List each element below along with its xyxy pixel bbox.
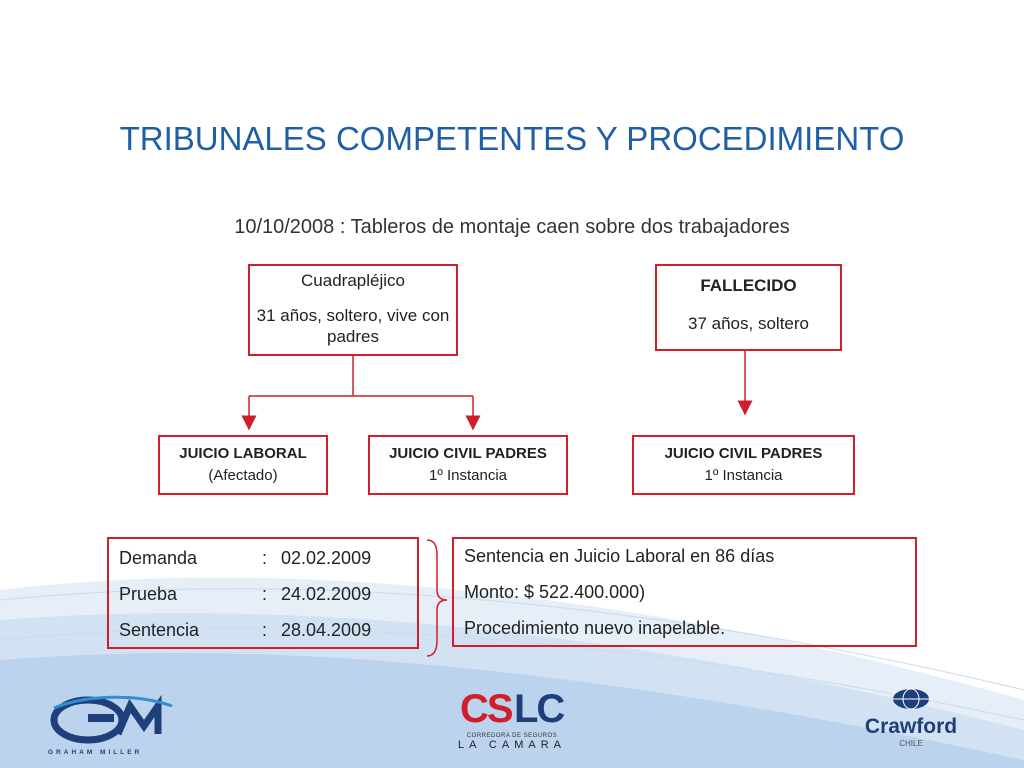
victim2-details: 37 años, soltero — [688, 314, 809, 333]
victim1-box — [248, 264, 458, 356]
case-title: JUICIO LABORAL — [179, 445, 307, 462]
graham-miller-name: GRAHAM MILLER — [48, 749, 143, 756]
timeline-date: 02.02.2009 — [281, 548, 372, 568]
outcome-line: Sentencia en Juicio Laboral en 86 días — [464, 546, 775, 566]
case-detail: 1º Instancia — [704, 467, 783, 484]
victim2-condition: FALLECIDO — [700, 276, 797, 295]
svg-text:LC: LC — [514, 687, 564, 728]
slide-title: TRIBUNALES COMPETENTES Y PROCEDIMIENTO — [119, 120, 905, 157]
timeline-separator: : — [262, 548, 268, 568]
cslc-name: LA CAMARA — [458, 739, 566, 751]
timeline-box — [107, 537, 419, 649]
timeline-label: Sentencia — [119, 620, 200, 640]
cslc-logo — [458, 686, 566, 754]
case-title: JUICIO CIVIL PADRES — [664, 445, 823, 462]
case-box-civil-2 — [632, 435, 855, 495]
outcome-line: Procedimiento nuevo inapelable. — [464, 618, 726, 638]
timeline-date: 24.02.2009 — [281, 584, 372, 604]
case-box-labor — [158, 435, 328, 495]
timeline-label: Demanda — [119, 548, 198, 568]
globe-icon — [891, 688, 931, 710]
timeline-date: 28.04.2009 — [281, 620, 372, 640]
case-title: JUICIO CIVIL PADRES — [389, 445, 547, 462]
cslc-mark-icon — [458, 686, 566, 728]
crawford-country: CHILE — [899, 739, 923, 748]
case-detail: 1º Instancia — [428, 467, 508, 484]
victim2-box — [655, 264, 842, 351]
timeline-separator: : — [262, 620, 268, 640]
crawford-logo — [848, 688, 974, 754]
cslc-subtitle: CORREDORA DE SEGUROS — [466, 733, 558, 739]
victim1-condition: Cuadrapléjico — [301, 271, 405, 290]
case-box-civil-1 — [368, 435, 568, 495]
graham-miller-mark-icon — [48, 694, 178, 744]
timeline-separator: : — [262, 584, 268, 604]
graham-miller-logo — [48, 694, 178, 754]
slide-subtitle: 10/10/2008 : Tableros de montaje caen sobre dos trabajadores — [234, 216, 790, 238]
outcome-line: Monto: $ 522.400.000) — [464, 582, 646, 602]
timeline-label: Prueba — [119, 584, 178, 604]
case-detail: (Afectado) — [208, 467, 278, 484]
victim1-details: 31 años, soltero, vive con padres — [256, 306, 450, 346]
outcome-box — [452, 537, 917, 647]
crawford-name: Crawford — [864, 715, 958, 738]
svg-text:CS: CS — [460, 687, 512, 728]
